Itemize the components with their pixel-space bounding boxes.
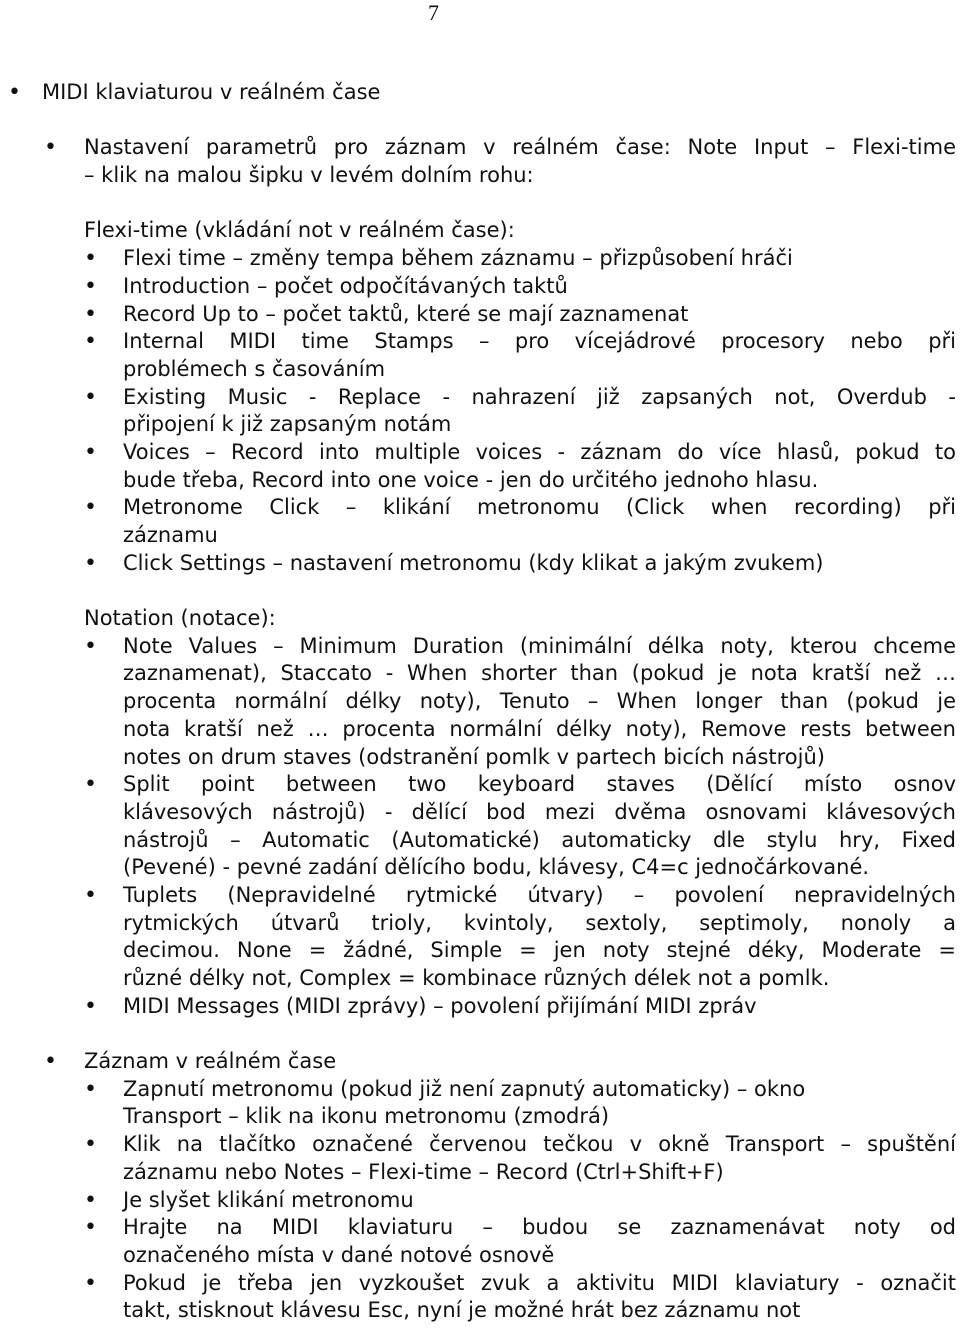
- line-text: Record Up to – počet taktů, které se mají zaznamenat: [123, 301, 689, 326]
- line-text: takt, stisknout klávesu Esc, nyní je možné hrát bez záznamu not: [123, 1298, 801, 1323]
- text-line: [0, 162, 960, 190]
- line-text: Flexi-time (vkládání not v reálném čase):: [84, 218, 515, 243]
- bullet-item: [0, 328, 956, 356]
- text-line: [0, 605, 960, 633]
- bullet-item: [0, 1076, 960, 1104]
- text-line: [0, 356, 960, 384]
- line-text: (Pevené) - pevné zadání dělícího bodu, klávesy, C4=c jednočárkované.: [123, 855, 870, 880]
- bullet-icon: •: [84, 1270, 97, 1296]
- line-text: záznamu nebo Notes – Flexi-time – Record (Ctrl+Shift+F): [123, 1159, 724, 1184]
- bullet-item: [0, 301, 960, 329]
- bullet-item: [0, 1131, 956, 1159]
- bullet-item: [0, 993, 960, 1021]
- bullet-item: [0, 1187, 960, 1215]
- bullet-icon: •: [84, 439, 97, 465]
- bullet-icon: •: [44, 135, 57, 161]
- line-text: Hrajte na MIDI klaviaturu – budou se zaznamenávat noty od: [123, 1215, 956, 1240]
- line-text: procenta normální délky noty), Tenuto – When longer than (pokud je: [123, 689, 956, 714]
- line-text: Pokud je třeba jen vyzkoušet zvuk a aktivitu MIDI klaviatury - označit: [123, 1270, 956, 1295]
- bullet-item: [0, 633, 956, 661]
- bullet-icon: •: [84, 1132, 97, 1158]
- text-line: [0, 799, 956, 827]
- bullet-icon: •: [84, 301, 97, 327]
- text-line: [0, 688, 956, 716]
- line-text: označeného místa v dané notové osnově: [123, 1242, 555, 1267]
- bullet-icon: •: [84, 1215, 97, 1241]
- text-line: [0, 1297, 960, 1325]
- bullet-item: [0, 273, 960, 301]
- bullet-item: [0, 494, 956, 522]
- text-line: [0, 965, 960, 993]
- line-text: Je slyšet klikání metronomu: [123, 1187, 414, 1212]
- bullet-item: [0, 439, 956, 467]
- bullet-icon: •: [84, 273, 97, 299]
- line-text: nota kratší než … procenta normální délky noty), Remove rests between: [123, 716, 956, 741]
- bullet-icon: •: [84, 550, 97, 576]
- line-text: bude třeba, Record into one voice - jen do určitého jednoho hlasu.: [123, 467, 819, 492]
- text-line: [0, 854, 960, 882]
- line-text: – klik na malou šipku v levém dolním rohu:: [84, 163, 534, 188]
- line-text: Flexi time – změny tempa během záznamu – přizpůsobení hráči: [123, 246, 793, 271]
- line-text: MIDI Messages (MIDI zprávy) – povolení přijímání MIDI zpráv: [123, 993, 757, 1018]
- line-text: Internal MIDI time Stamps – pro vícejádrové procesory nebo při: [123, 329, 956, 354]
- text-line: [0, 660, 956, 688]
- text-line: [0, 1242, 960, 1270]
- bullet-item: [0, 134, 956, 162]
- line-text: Voices – Record into multiple voices - záznam do více hlasů, pokud to: [123, 439, 956, 464]
- bullet-item: [0, 1214, 956, 1242]
- bullet-item: [0, 79, 960, 107]
- bullet-item: [0, 245, 960, 273]
- line-text: Notation (notace):: [84, 606, 276, 631]
- line-text: problémech s časováním: [123, 356, 386, 381]
- line-text: záznamu: [123, 523, 218, 547]
- text-line: [0, 411, 960, 439]
- bullet-item: [0, 771, 956, 799]
- text-line: [0, 1103, 960, 1131]
- text-line: [0, 217, 960, 245]
- bullet-item: [0, 882, 956, 910]
- line-text: Click Settings – nastavení metronomu (kdy klikat a jakým zvukem): [123, 550, 824, 575]
- bullet-item: [0, 1048, 960, 1076]
- text-line: [0, 1159, 960, 1187]
- bullet-item: [0, 1270, 956, 1298]
- line-text: Metronome Click – klikání metronomu (Click when recording) při: [123, 495, 956, 520]
- paragraph-gap: [0, 577, 960, 605]
- bullet-icon: •: [84, 1187, 97, 1213]
- line-text: Záznam v reálném čase: [84, 1049, 337, 1074]
- text-line: [0, 716, 956, 744]
- line-text: decimou. None = žádné, Simple = jen noty stejné déky, Moderate =: [123, 938, 956, 963]
- line-text: připojení k již zapsaným notám: [123, 412, 452, 437]
- text-line: [0, 522, 960, 550]
- bullet-icon: •: [84, 384, 97, 410]
- line-text: Note Values – Minimum Duration (minimální délka noty, kterou chceme: [123, 633, 956, 658]
- paragraph-gap: [0, 1020, 960, 1048]
- bullet-icon: •: [84, 993, 97, 1019]
- line-text: rytmických útvarů trioly, kvintoly, sextoly, septimoly, nonoly a: [123, 910, 956, 935]
- line-text: Split point between two keyboard staves (Dělící místo osnov: [123, 772, 956, 797]
- bullet-icon: •: [8, 80, 21, 105]
- bullet-icon: •: [84, 633, 97, 659]
- page-number: 7: [428, 0, 439, 25]
- document-body: [0, 79, 960, 1325]
- text-line: [0, 910, 956, 938]
- line-text: Klik na tlačítko označené červenou tečkou v okně Transport – spuštění: [123, 1132, 956, 1157]
- line-text: Tuplets (Nepravidelné rytmické útvary) – povolení nepravidelných: [123, 882, 956, 907]
- line-text: zaznamenat), Staccato - When shorter than (pokud je nota kratší než …: [123, 661, 956, 686]
- line-text: MIDI klaviaturou v reálném čase: [42, 80, 381, 104]
- line-text: nástrojů – Automatic (Automatické) automaticky dle stylu hry, Fixed: [123, 827, 956, 852]
- bullet-icon: •: [84, 772, 97, 798]
- line-text: notes on drum staves (odstranění pomlk v partech bicích nástrojů): [123, 744, 825, 769]
- bullet-icon: •: [44, 1049, 57, 1075]
- line-text: Introduction – počet odpočítávaných taktů: [123, 273, 568, 298]
- bullet-item: [0, 384, 956, 412]
- bullet-icon: •: [84, 882, 97, 908]
- bullet-icon: •: [84, 1076, 97, 1102]
- text-line: [0, 827, 956, 855]
- line-text: Nastavení parametrů pro záznam v reálném čase: Note Input – Flexi-time: [84, 135, 956, 160]
- paragraph-gap: [0, 190, 960, 218]
- text-line: [0, 467, 960, 495]
- bullet-icon: •: [84, 495, 97, 521]
- bullet-item: [0, 550, 960, 578]
- bullet-icon: •: [84, 246, 97, 272]
- text-line: [0, 937, 956, 965]
- line-text: klávesových nástrojů) - dělící bod mezi dvěma osnovami klávesových: [123, 799, 956, 824]
- line-text: Transport – klik na ikonu metronomu (zmodrá): [123, 1104, 610, 1129]
- line-text: Zapnutí metronomu (pokud již není zapnutý automaticky) – okno: [123, 1076, 806, 1101]
- paragraph-gap: [0, 107, 960, 135]
- line-text: Existing Music - Replace - nahrazení již zapsaných not, Overdub -: [123, 384, 956, 409]
- bullet-icon: •: [84, 329, 97, 355]
- line-text: různé délky not, Complex = kombinace různých délek not a pomlk.: [123, 966, 830, 990]
- text-line: [0, 744, 960, 772]
